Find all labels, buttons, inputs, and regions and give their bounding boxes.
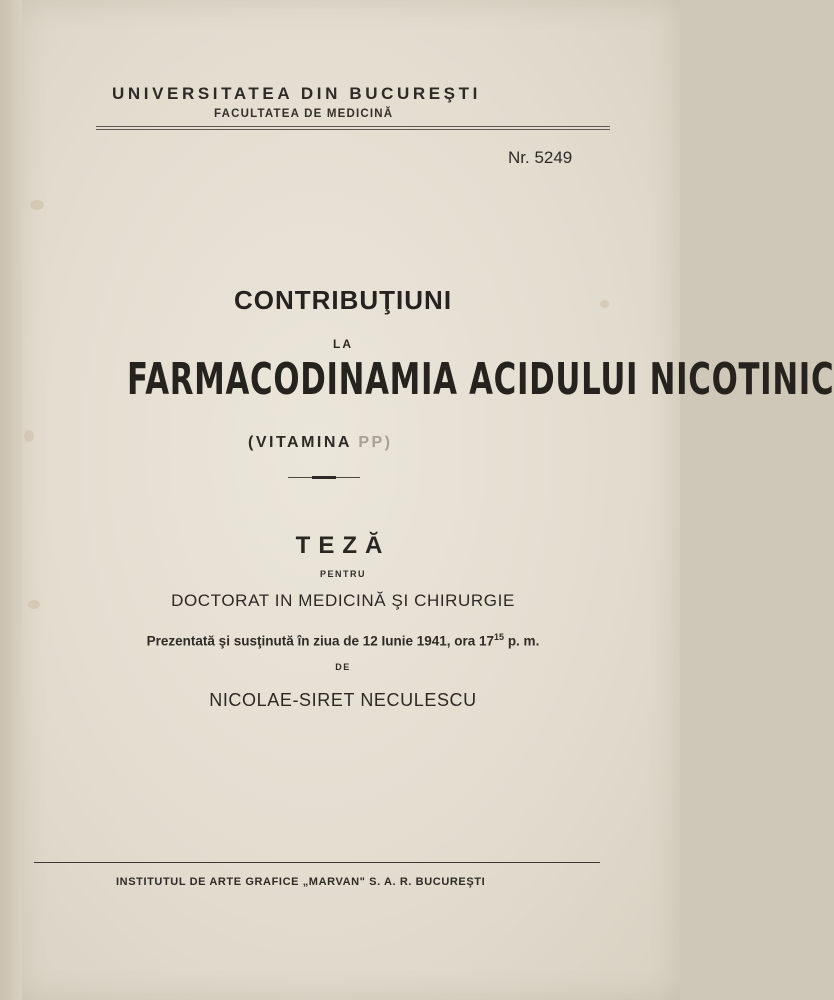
footer-rule — [34, 862, 600, 863]
presentation-suffix: p. m. — [504, 633, 540, 649]
subtitle-text: (VITAMINA — [248, 434, 359, 451]
document-number: Nr. 5249 — [508, 148, 573, 167]
subtitle — [248, 434, 393, 452]
author-name: NICOLAE-SIRET NECULESCU — [209, 690, 477, 710]
paper-stain — [24, 430, 34, 442]
presentation-line — [0, 632, 686, 649]
page-edge — [0, 0, 22, 1000]
thesis-label: TEZĂ — [295, 532, 391, 559]
degree: DOCTORAT IN MEDICINĂ ŞI CHIRURGIE — [171, 591, 515, 610]
paper-stain — [30, 200, 44, 210]
thesis-for: PENTRU — [319, 569, 366, 579]
faculty-name: FACULTATEA DE MEDICINĂ — [214, 108, 394, 120]
printer-imprint: INSTITUTUL DE ARTE GRAFICE „MARVAN" S. A. R. BUCUREŞTI — [116, 876, 486, 888]
author-by: DE — [335, 662, 351, 672]
university-name: UNIVERSITATEA DIN BUCUREŞTI — [112, 84, 481, 103]
subtitle-faded-text: PP) — [358, 434, 393, 451]
header-double-rule — [96, 126, 610, 130]
ornament-bar — [312, 476, 336, 479]
document-page — [18, 0, 834, 1000]
main-title: FARMACODINAMIA ACIDULUI NICOTINIC — [127, 354, 834, 405]
title-line-1: CONTRIBUŢIUNI — [233, 285, 453, 315]
presentation-text: Prezentată şi susţinută în ziua de 12 Iunie 1941, ora 17 — [146, 633, 495, 649]
title-line-2: LA — [333, 337, 353, 351]
presentation-time-superscript: 15 — [494, 632, 505, 642]
